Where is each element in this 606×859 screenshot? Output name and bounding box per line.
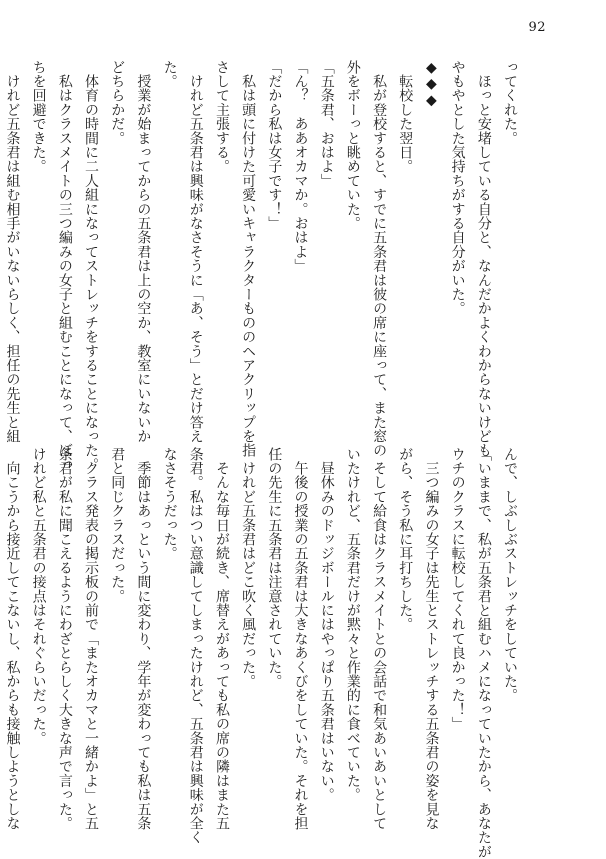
page-number: 92 xyxy=(528,20,546,35)
bottom-text-line: 「いままで、私が五条君と組むハメになっていたから、あなたが xyxy=(475,447,492,859)
top-text-line: 転校した翌日。 xyxy=(397,60,414,174)
bottom-text-line: そんな毎日が続き、席替えがあっても私の席の隣はまた五 xyxy=(213,447,230,831)
top-text-line: 「だから私は女子です！」 xyxy=(266,60,283,231)
top-text-line: ◆◆◆ xyxy=(423,60,440,109)
bottom-text-line: そして給食はクラスメイトとの会話で和気あいあいとして xyxy=(371,447,388,831)
top-text-line: 授業が始まってからの五条君は上の空か、教室にいないか xyxy=(135,60,152,444)
top-text-line: さして主張する。 xyxy=(213,60,230,174)
bottom-text-line: ウチのクラスに転校してくれて良かった！」 xyxy=(449,447,466,731)
bottom-text-line: 午後の授業の五条君は大きなあくびをしていた。それを担 xyxy=(292,447,309,831)
top-text-line: た。 xyxy=(161,60,178,89)
top-text-line: けれど五条君は組む相手がいないらしく、担任の先生と組 xyxy=(4,60,21,444)
text-block-bottom xyxy=(4,447,520,859)
top-text-line: 「ん？ ああオカマか。おはよ」 xyxy=(292,60,309,273)
top-text-line: 「五条君、おはよ」 xyxy=(318,60,335,188)
bottom-text-line: なさそうだった。 xyxy=(161,447,178,561)
bottom-text-line: けれど五条君はどこ吹く風だった。 xyxy=(240,447,257,689)
bottom-text-line: がら、そう私に耳打ちした。 xyxy=(397,447,414,632)
top-text-line: ほっと安堵している自分と、なんだかよくわからないけども xyxy=(475,60,492,458)
bottom-text-line: 任の先生に五条君は注意されていた。 xyxy=(266,447,283,689)
top-text-line: 私はクラスメイトの三つ編みの女子と組むことになって、ぼっ xyxy=(56,60,73,472)
bottom-text-line: クラス発表の掲示板の前で「またオカマと一緒かよ」と五 xyxy=(83,447,99,831)
bottom-text-line: 昼休みのドッジボールにはやっぱり五条君はいない。 xyxy=(318,447,335,802)
bottom-text-line: んで、しぶしぶストレッチをしていた。 xyxy=(502,447,518,703)
text-block-top xyxy=(4,60,520,472)
bottom-text-line: 君と同じクラスだった。 xyxy=(109,447,126,604)
bottom-text-line: 向こうから接近してこないし、私からも接触しようとしな xyxy=(4,447,21,831)
top-text-line: けれど五条君は興味がなさそうに「あ、そう」とだけ答え xyxy=(187,60,204,444)
top-text-line: ちを回避できた。 xyxy=(30,60,47,174)
bottom-text-line: いたけれど、五条君だけが黙々と作業的に食べていた。 xyxy=(344,447,361,802)
top-text-line: 体育の時間に二人組になってストレッチをすることになった。 xyxy=(83,60,99,472)
bottom-text-line: けれど私と五条君の接点はそれぐらいだった。 xyxy=(30,447,47,746)
bottom-text-line: 条君。私はつい意識してしまったけれど、五条君は興味が全く xyxy=(187,447,204,845)
bottom-text-line: 三つ編みの女子は先生とストレッチする五条君の姿を見な xyxy=(423,447,440,831)
top-text-line: どちらかだ。 xyxy=(109,60,126,146)
top-text-line: ってくれた。 xyxy=(502,60,518,146)
top-text-line: 私は頭に付けた可愛いキャラクターもののヘアクリップを指 xyxy=(240,60,257,458)
bottom-text-line: 季節はあっという間に変わり、学年が変わっても私は五条 xyxy=(135,447,152,831)
bottom-text-line: 条君が私に聞こえるようにわざとらしく大きな声で言った。 xyxy=(56,447,73,831)
top-text-line: 私が登校すると、すでに五条君は彼の席に座って、また窓の xyxy=(371,60,388,458)
top-text-line: 外をボーっと眺めていた。 xyxy=(344,60,361,231)
top-text-line: やもやとした気持ちがする自分がいた。 xyxy=(449,60,466,316)
